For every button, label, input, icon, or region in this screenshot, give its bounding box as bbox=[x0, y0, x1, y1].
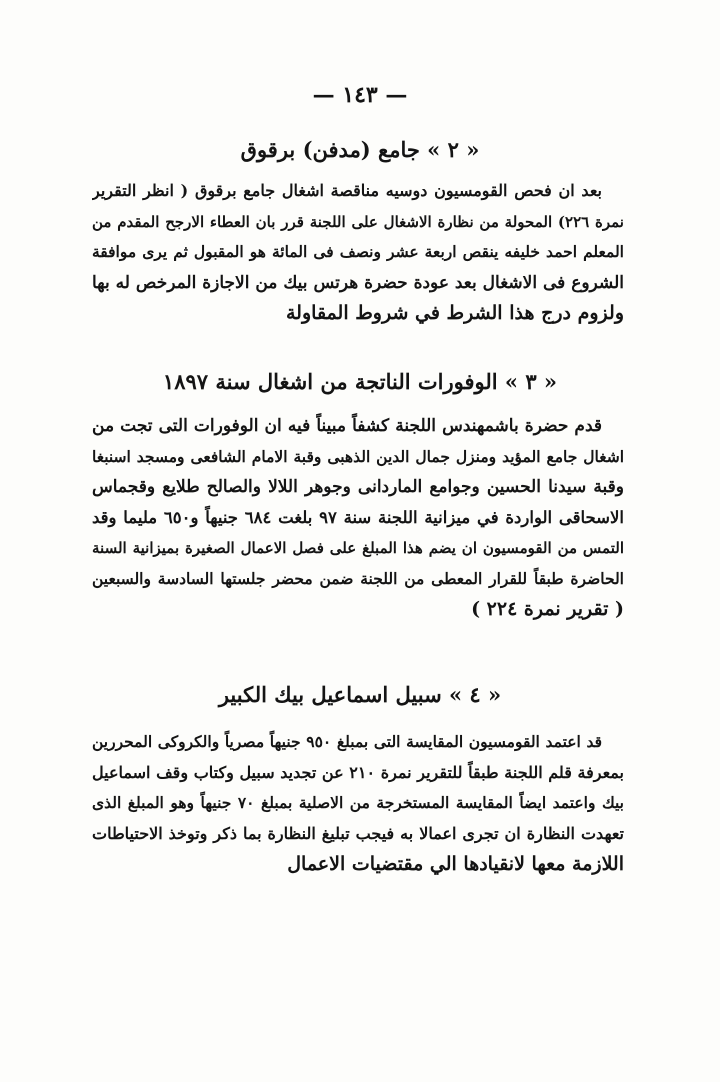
paragraph-sabil bbox=[92, 727, 624, 880]
text-line: بعد ان فحص القومسيون دوسيه مناقصة اشغال جامع برقوق ( انظر التقرير bbox=[92, 181, 602, 200]
text-line: تعهدت النظارة ان تجرى اعمالا به فيجب تبليغ النظارة بما ذكر وتوخذ الاحتياطات bbox=[92, 823, 624, 843]
text-line: التمس من القومسيون ان يضم هذا المبلغ على فصل الاعمال الصغيرة بميزانية السنة bbox=[92, 539, 624, 557]
text-line: اللازمة معها لانقيادها الي مقتضيات الاعمال bbox=[287, 853, 624, 875]
section-heading-barquq: « ٢ » جامع (مدفن) برقوق bbox=[240, 137, 480, 162]
text-line: ( تقرير نمرة ٢٢٤ ) bbox=[471, 598, 624, 620]
text-line: قد اعتمد القومسيون المقايسة التى بمبلغ ٩٥٠ جنيهاً مصرياً والكروكى المحررين bbox=[92, 732, 603, 751]
text-line: الشروع فى الاشغال بعد عودة حضرة هرتس بيك من الاجازة المرخص له بها bbox=[92, 272, 624, 293]
text-line: الاسحاقى الواردة في ميزانية اللجنة سنة ٩٧ بلغت ٦٨٤ جنيهاً و٦٥٠ مليما وقد bbox=[92, 507, 624, 527]
text-line: بمعرفة قلم اللجنة طبقاً للتقرير نمرة ٢١٠ عن تجديد سبيل وكتاب وقف اسماعيل bbox=[92, 762, 624, 782]
text-line: قدم حضرة باشمهندس اللجنة كشفاً مبيناً فيه ان الوفورات التى تجت من bbox=[92, 416, 602, 436]
text-line: اشغال جامع المؤيد ومنزل جمال الدين الذهبى وقبة الامام الشافعى ومسجد اسنبغا bbox=[92, 446, 624, 466]
section-heading-sabil: « ٤ » سبيل اسماعيل بيك الكبير bbox=[218, 682, 502, 707]
section-heading-savings: « ٣ » الوفورات الناتجة من اشغال سنة ١٨٩٧ bbox=[162, 369, 558, 394]
paragraph-savings bbox=[92, 411, 624, 625]
text-line: ولزوم درج هذا الشرط في شروط المقاولة bbox=[286, 302, 624, 324]
text-line: بيك واعتمد ايضاً المقايسة المستخرجة من الاصلية بمبلغ ٧٠ جنيهاً وهو المبلغ الذى bbox=[92, 793, 624, 812]
text-line: نمرة ٢٢٦) المحولة من نظارة الاشغال على اللجنة قرر بان العطاء الارجح المقدم من bbox=[92, 212, 624, 231]
paragraph-barquq bbox=[92, 176, 624, 329]
text-line: المعلم احمد خليفه ينقص اربعة عشر ونصف فى المائة هو المقبول ثم يرى موافقة bbox=[92, 242, 624, 261]
page-number: — ١٤٣ — bbox=[312, 82, 408, 108]
text-line: الحاضرة طبقاً للقرار المعطى من اللجنة ضمن محضر جلستها السادسة والسبعين bbox=[92, 568, 624, 588]
text-line: وقبة سيدنا الحسين وجوامع الماردانى وجوهر اللالا والصالح طلايع وقجماس bbox=[92, 477, 624, 497]
